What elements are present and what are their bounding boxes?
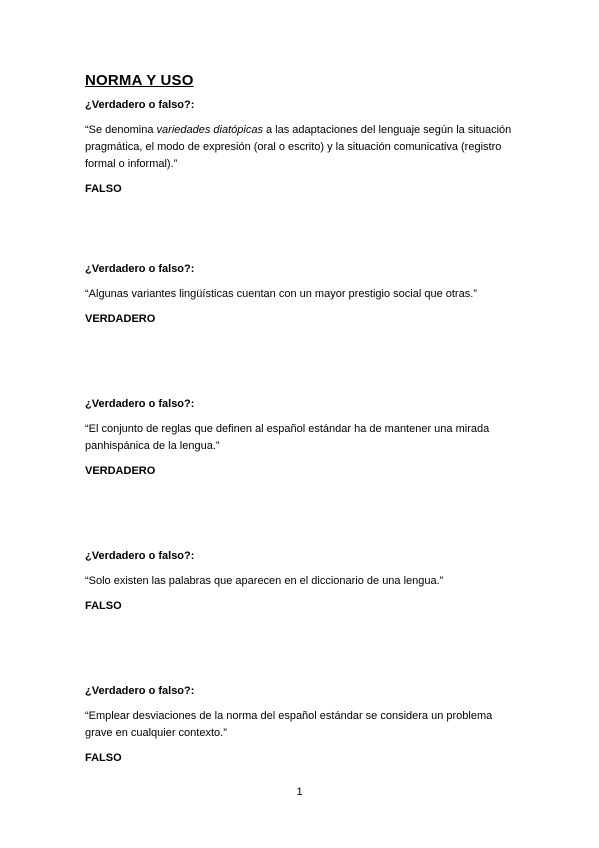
question-label: ¿Verdadero o falso?: [85, 398, 195, 410]
statement-text: “Se denomina [85, 124, 157, 136]
question-block [85, 98, 515, 196]
question-answer: VERDADERO [85, 465, 156, 477]
question-statement: “El conjunto de reglas que definen al español estándar ha de mantener una mirada panhispánica de la lengua.” [85, 423, 490, 452]
page-number: 1 [296, 786, 303, 798]
question-statement [85, 122, 515, 173]
question-statement: “Algunas variantes lingüísticas cuentan con un mayor prestigio social que otras.” [85, 288, 477, 300]
question-answer: FALSO [85, 752, 122, 764]
statement-italic-term: variedades diatópicas [156, 124, 263, 136]
question-statement: “Solo existen las palabras que aparecen en el diccionario de una lengua.” [85, 575, 444, 587]
question-statement: “Emplear desviaciones de la norma del español estándar se considera un problema grave en cualquier contexto.” [85, 710, 493, 739]
question-answer: FALSO [85, 183, 122, 195]
question-label: ¿Verdadero o falso?: [85, 263, 195, 275]
question-block [85, 262, 515, 326]
question-block [85, 684, 515, 765]
question-label: ¿Verdadero o falso?: [85, 685, 195, 697]
question-block [85, 397, 515, 478]
question-answer: VERDADERO [85, 313, 156, 325]
question-block [85, 549, 515, 613]
question-label: ¿Verdadero o falso?: [85, 99, 195, 111]
question-answer: FALSO [85, 600, 122, 612]
question-label: ¿Verdadero o falso?: [85, 550, 195, 562]
statement-text: a las adaptaciones del lenguaje según la situación pragmática, el modo de expresión (oral o escrito) y la situación comunicativa (registro formal o informal).” [85, 124, 512, 170]
page-title: NORMA Y USO [85, 72, 194, 89]
